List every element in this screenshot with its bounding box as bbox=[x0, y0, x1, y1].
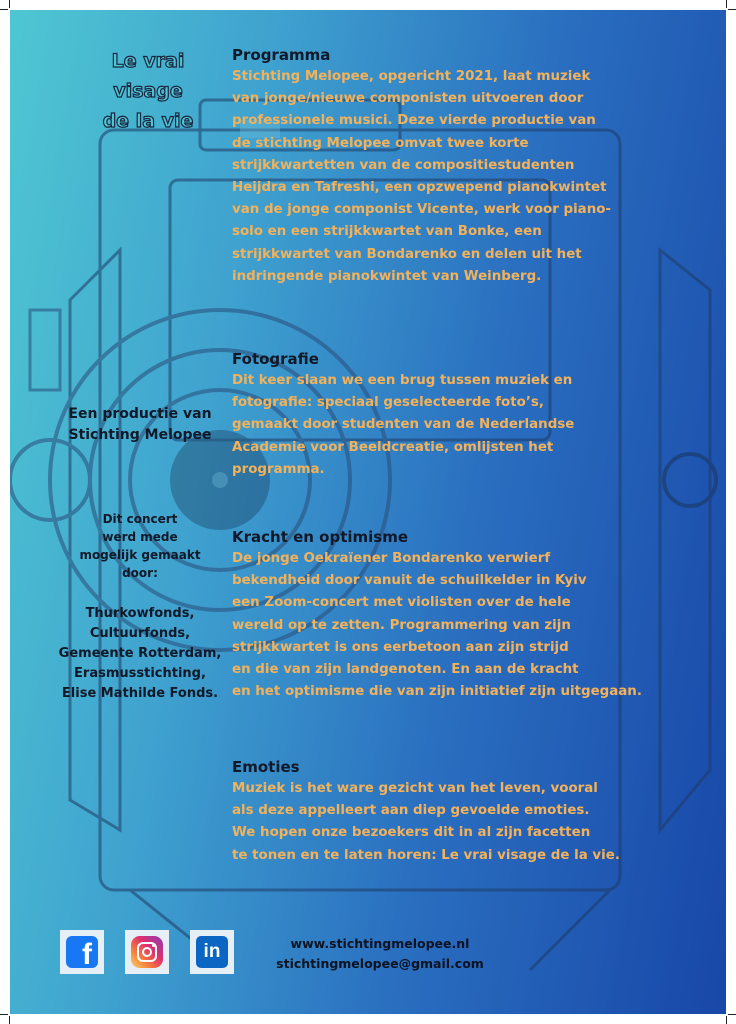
section-body bbox=[232, 778, 712, 867]
poster-title: Le vrai visage de la vie bbox=[102, 50, 194, 132]
body-line: van jonge/nieuwe componisten uitvoeren door bbox=[232, 91, 584, 107]
sponsor-item: Erasmusstichting, bbox=[74, 666, 206, 681]
linkedin-icon bbox=[196, 936, 228, 968]
crop-mark bbox=[726, 0, 727, 8]
body-line: Dit keer slaan we een brug tussen muziek en bbox=[232, 373, 573, 388]
support-note bbox=[40, 510, 240, 582]
sponsor-item: Gemeente Rotterdam, bbox=[58, 646, 222, 661]
body-line: en het optimisme die van zijn initiatief zijn uitgegaan. bbox=[232, 684, 642, 700]
body-line: gemaakt door studenten van de Nederlandse bbox=[232, 417, 575, 433]
production-line: Een productie van bbox=[68, 406, 212, 422]
body-line: professionele musici. Deze vierde productie van bbox=[232, 113, 596, 129]
body-line: strijkkwartetten van de compositiestudenten bbox=[232, 157, 575, 173]
body-line: We hopen onze bezoekers dit in al zijn facetten bbox=[232, 825, 591, 841]
support-line: Dit concert bbox=[102, 512, 178, 526]
sponsor-item: Elise Mathilde Fonds. bbox=[61, 686, 219, 701]
crop-mark bbox=[728, 9, 736, 10]
support-line: mogelijk gemaakt bbox=[79, 548, 201, 562]
body-line: als deze appelleert aan diep gevoelde emoties. bbox=[232, 803, 590, 819]
sponsor-list bbox=[34, 604, 246, 704]
facebook-icon bbox=[66, 936, 98, 971]
body-line: Stichting Melopee, opgericht 2021, laat muziek bbox=[232, 69, 591, 84]
section-heading: Fotografie bbox=[232, 350, 319, 368]
section-emoties bbox=[232, 756, 712, 867]
body-line: solo en een strijkkwartet van Bonke, een bbox=[232, 224, 542, 240]
facebook-glyph: f bbox=[82, 938, 92, 971]
crop-mark bbox=[9, 0, 10, 8]
linkedin-glyph: in bbox=[203, 941, 221, 962]
crop-mark bbox=[728, 1014, 736, 1015]
facebook-link[interactable] bbox=[60, 930, 104, 974]
body-line: wereld op te zetten. Programmering van zijn bbox=[232, 617, 571, 633]
body-line: Muziek is het ware gezicht van het leven, vooral bbox=[232, 781, 598, 796]
body-line: indringende pianokwintet van Weinberg. bbox=[232, 268, 542, 284]
support-line: door: bbox=[122, 566, 158, 580]
crop-mark bbox=[0, 9, 8, 10]
body-line: de stichting Melopee omvat twee korte bbox=[232, 135, 529, 151]
sponsor-item: Cultuurfonds, bbox=[89, 626, 191, 641]
poster bbox=[10, 10, 726, 1014]
body-line: Heijdra en Tafreshi, een opzwepend pianokwintet bbox=[232, 180, 607, 196]
production-line: Stichting Melopee bbox=[68, 427, 212, 443]
instagram-icon bbox=[131, 936, 163, 968]
body-line: bekendheid door vanuit de schuilkelder in Kyiv bbox=[232, 573, 587, 589]
linkedin-link[interactable] bbox=[190, 930, 234, 974]
body-line: van de jonge componist Vicente, werk voor piano- bbox=[232, 202, 611, 218]
body-line: fotografie: speciaal geselecteerde foto’s, bbox=[232, 395, 544, 411]
body-line: strijkkwartet van Bondarenko en delen uit het bbox=[232, 246, 582, 262]
section-body bbox=[232, 548, 712, 703]
sponsor-item: Thurkowfonds, bbox=[85, 606, 195, 621]
body-line: strijkkwartet is ons eerbetoon aan zijn strijd bbox=[232, 639, 569, 655]
website-link[interactable]: www.stichtingmelopee.nl bbox=[290, 936, 470, 951]
crop-mark bbox=[726, 1016, 727, 1024]
email-link[interactable]: stichtingmelopee@gmail.com bbox=[276, 956, 484, 971]
section-programma bbox=[232, 44, 712, 288]
body-line: Academie voor Beeldcreatie, omlijsten het bbox=[232, 439, 554, 455]
body-line: en die van zijn landgenoten. En aan de kracht bbox=[232, 662, 579, 678]
section-kracht-en-optimisme bbox=[232, 526, 712, 703]
body-line: te tonen en te laten horen: Le vrai visage de la vie. bbox=[232, 847, 620, 863]
section-fotografie bbox=[232, 348, 712, 481]
instagram-link[interactable] bbox=[125, 930, 169, 974]
support-line: werd mede bbox=[102, 530, 178, 544]
body-line: een Zoom-concert met violisten over de hele bbox=[232, 595, 571, 611]
section-body bbox=[232, 66, 712, 288]
body-line: De jonge Oekraïener Bondarenko verwierf bbox=[232, 551, 551, 566]
section-heading: Programma bbox=[232, 46, 331, 64]
contact-info bbox=[260, 934, 500, 974]
crop-mark bbox=[0, 1014, 8, 1015]
section-heading: Kracht en optimisme bbox=[232, 528, 409, 546]
section-heading: Emoties bbox=[232, 758, 300, 776]
section-body bbox=[232, 370, 712, 481]
crop-mark bbox=[9, 1016, 10, 1024]
production-credit bbox=[40, 404, 240, 446]
body-line: programma. bbox=[232, 461, 325, 477]
